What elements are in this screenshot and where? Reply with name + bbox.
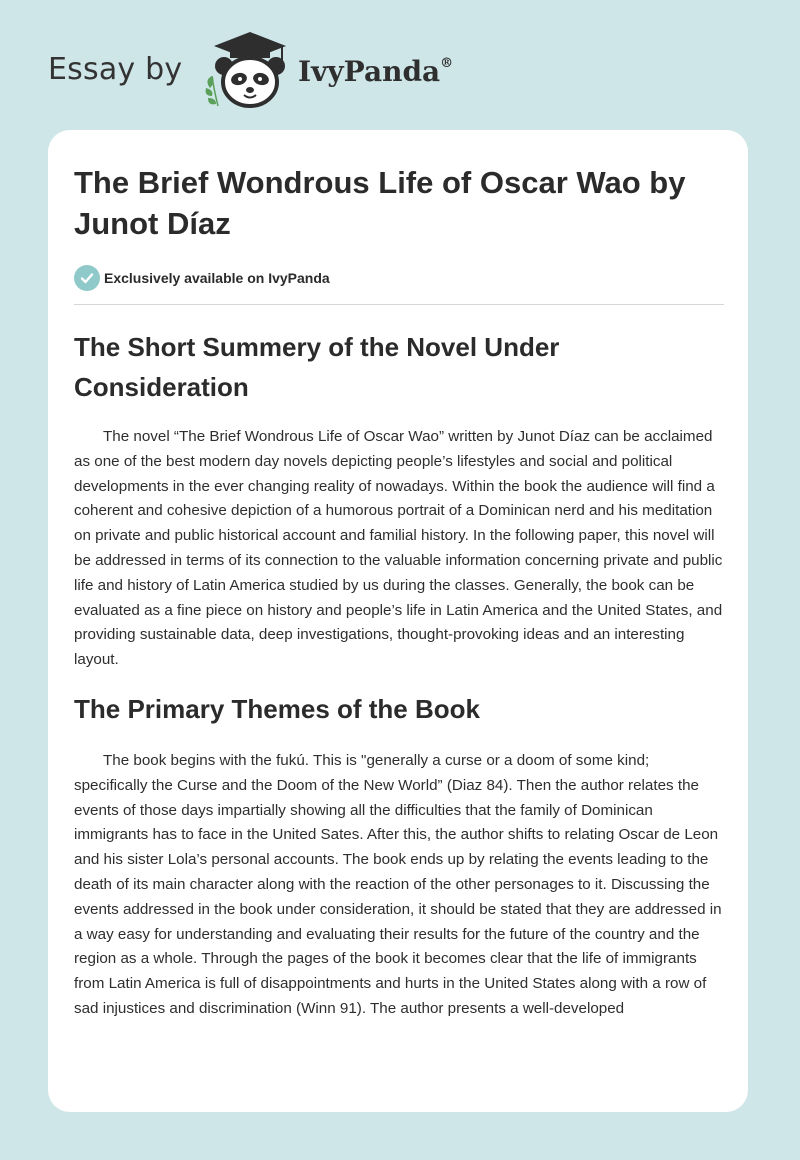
page-title: The Brief Wondrous Life of Oscar Wao by Junot Díaz <box>74 165 686 241</box>
brand-name[interactable]: IvyPanda® <box>298 55 454 88</box>
section-heading-summary: The Short Summery of the Novel Under Consideration <box>74 332 560 402</box>
site-header <box>48 30 748 110</box>
section-paragraph-summary: The novel “The Brief Wondrous Life of Oscar Wao” written by Junot Díaz can be acclaimed as one of the best modern day novels depicting people’s lifestyles and social and political developments in the ever changing reality of nowadays. Within the book the audience will find a coherent and cohesive depiction of a humorous portrait of a Dominican nerd and his meditation on private and public historical account and familial history. In the following paper, this novel will be addressed in terms of its connection to the valuable information concerning private and public life and history of Latin America studied by us during the classes. Generally, the book can be evaluated as a fine piece on history and people’s life in Latin America and the United States, and providing sustainable data, deep investigations, thought-provoking ideas and an interesting layout. <box>74 428 723 669</box>
panda-graduate-logo-icon[interactable] <box>200 30 292 110</box>
exclusive-badge <box>74 264 724 292</box>
section-heading-themes: The Primary Themes of the Book <box>74 693 480 724</box>
section-paragraph-themes: The book begins with the fukú. This is "generally a curse or a doom of some kind; specifically the Curse and the Doom of the New World” (Diaz 84). Then the author relates the events of those days impartially showing all the difficulties that the family of Dominican immigrants has to face in the United Sates. After this, the author shifts to relating Oscar de Leon and his sister Lola’s personal accounts. The book ends up by relating the events leading to the death of its main character along with the reaction of the other personages to it. Discussing the events addressed in the book under consideration, it should be stated that they are addressed in a way easy for understanding and evaluating their results for the future of the country and the region as a whole. Through the pages of the book it becomes clear that the life of immigrants from Latin America is full of disappointments and hurts in the United States along with a row of sad injustices and discrimination (Winn 91). The author presents a well-developed <box>74 751 722 1017</box>
registered-mark: ® <box>440 55 454 71</box>
essay-by-label: Essay by <box>48 52 183 87</box>
essay-card <box>48 130 748 1112</box>
badge-text: Exclusively available on IvyPanda <box>104 270 330 286</box>
essay-content <box>74 162 724 1022</box>
divider <box>74 304 724 305</box>
check-circle-icon <box>74 265 100 291</box>
